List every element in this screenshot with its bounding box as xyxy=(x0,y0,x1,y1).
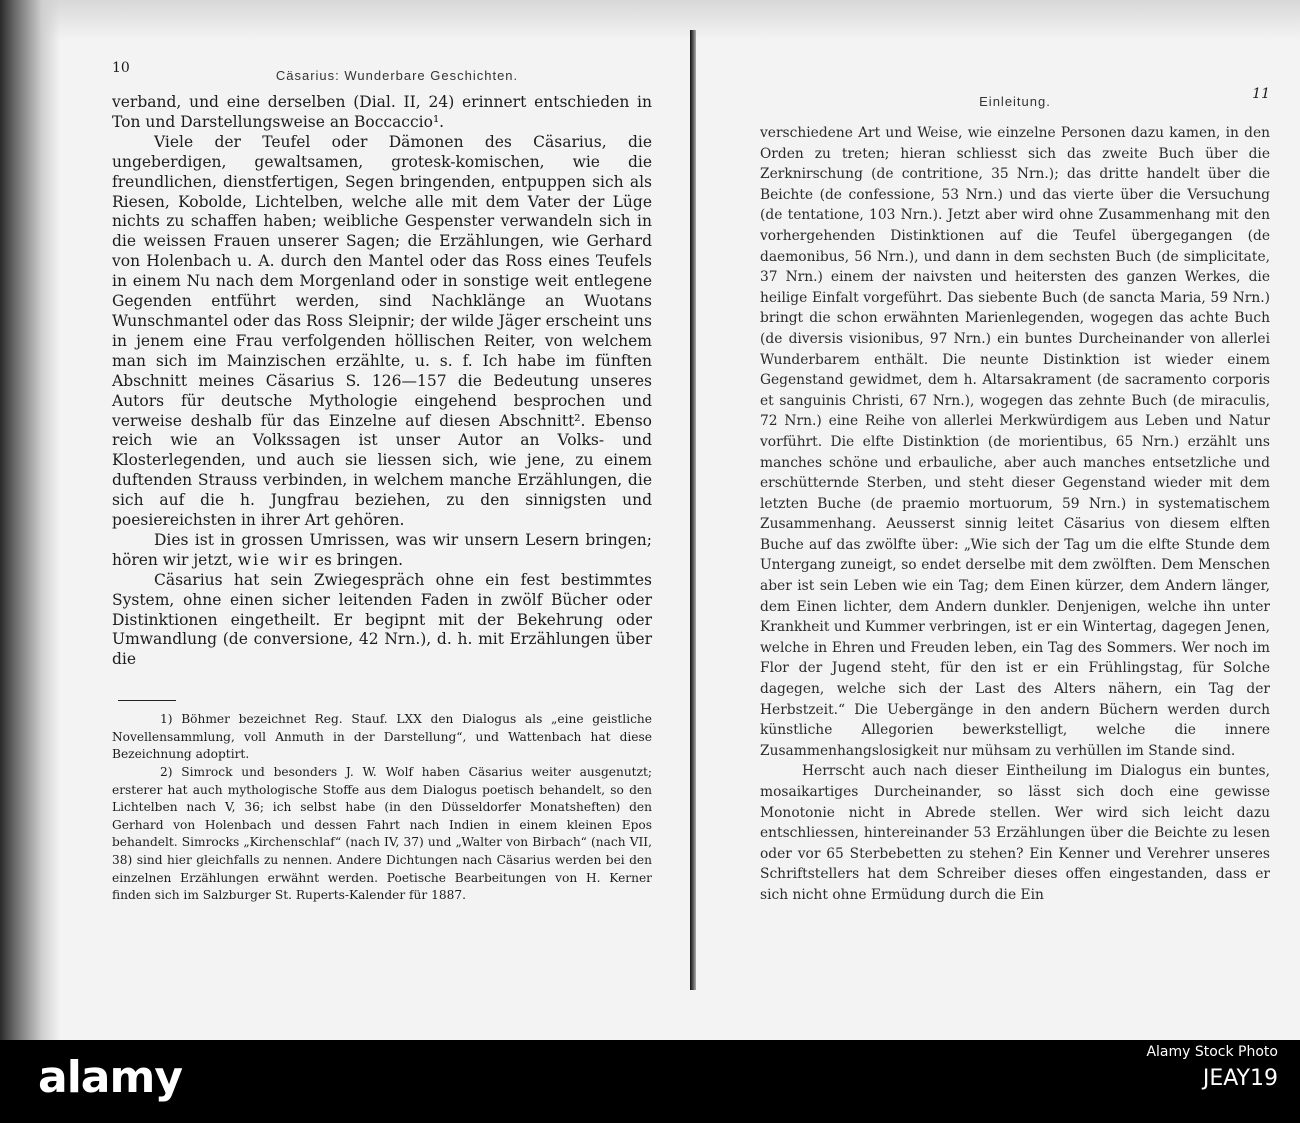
stock-watermark-bar xyxy=(0,1040,1300,1123)
footnote-rule xyxy=(118,700,176,701)
stock-label: Alamy Stock Photo xyxy=(1146,1044,1278,1060)
paragraph: Herrscht auch nach dieser Eintheilung im Dialogus ein buntes, mosaikartiges Durcheinander, so lässt sich doch eine gewisse Monotonie nicht in Abrede stellen. Wer wird sich leicht dazu entschliessen, hintereinander 53 Erzählungen über die Beichte zu lesen oder vor 65 Sterbebetten zu stehen? Ein Kenner und Verehrer unseres Schriftstellers hat dem Schreiber dieses offen eingestanden, dass er sich nicht ohne Ermüdung durch die Ein xyxy=(760,763,1270,903)
image-id: JEAY19 xyxy=(1202,1066,1278,1091)
alamy-logo xyxy=(38,1052,182,1103)
paragraph: Cäsarius hat sein Zwiegespräch ohne ein fest bestimmtes System, ohne einen sicher leitenden Faden in zwölf Bücher oder Distinktionen eingetheilt. Er begipnt mit der Bekehrung oder Umwandlung (de conversione, 42 Nrn.), d. h. mit Erzählungen über die xyxy=(112,570,652,669)
body-text xyxy=(760,123,1270,906)
paragraph: verschiedene Art und Weise, wie einzelne Personen dazu kamen, in den Orden zu treten; hieran schliesst sich das zweite Buch über die Zerknirschung (de contritione, 35 Nrn.); das dritte handelt über die Beichte (de confessione, 53 Nrn.) und das vierte über die Versuchung (de tentatione, 103 Nrn.). Jetzt aber wird ohne Zusammenhang mit den vorhergehenden Distinktionen auf die Teufel übergegangen (de daemonibus, 56 Nrn.), und dann in dem sechsten Buch (de simplicitate, 37 Nrn.) einem der naivsten und heitersten des ganzen Werkes, die heilige Einfalt vorgeführt. Das siebente Buch (de sancta Maria, 59 Nrn.) bringt die schon erwähnten Marienlegenden, wogegen das achte Buch (de diversis visionibus, 97 Nrn.) ein buntes Durcheinander von allerlei Wunderbarem enthält. Die neunte Distinktion ist wieder einem Gegenstand gewidmet, dem h. Altarsakrament (de sacramento corporis et sanguinis Christi, 67 Nrn.), wogegen das zehnte Buch (de miraculis, 72 Nrn.) eine Reihe von allerlei Merkwürdigem aus Leben und Natur vorführt. Die elfte Distinktion (de morientibus, 65 Nrn.) erzählt uns manches schöne und erbauliche, aber auch manches entsetzliche und erschütternde Sterben, und steht dieser Gegenstand wieder mit dem letzten Buche (de praemio mortuorum, 59 Nrn.) in systematischem Zusammenhang. Aeusserst sinnig leitet Cäsarius von diesem elften Buche auf das zwölfte über: „Wie sich der Tag um die elfte Stunde dem Untergang zuneigt, so endet derselbe mit dem zwölften. Dem Menschen aber ist sein Leben wie ein Tag; dem Einen kürzer, dem Andern länger, dem Einen lichter, dem Andern dunkler. Denjenigen, welche ihn unter Krankheit und Kummer verbringen, ist er ein Wintertag, dagegen Jenen, welche in Ehren und Freuden leben, ein Tag des Sommers. Wer noch im Flor der Jugend steht, für den ist er ein Frühlingstag, für Solche dagegen, welche sich der Last des Alters nähern, ein Tag der Herbstzeit.“ Die Uebergänge in den andern Büchern werden durch künstliche Allegorien bewerkstelligt, welche die innere Zusammenhangslosigkeit nur mühsam zu verhüllen im Stande sind. xyxy=(760,125,1270,759)
text-run: Dies ist in grossen Umrissen, was wir unsern Lesern bringen; hören wir jetzt, xyxy=(112,530,652,569)
footnotes xyxy=(112,711,652,905)
left-page xyxy=(112,56,652,905)
logo-text: alamy xyxy=(38,1052,182,1103)
paragraph xyxy=(112,531,652,571)
footnote: 2) Simrock und besonders J. W. Wolf haben Cäsarius weiter ausgenutzt; ersterer hat auch mythologische Stoffe aus dem Dialogus poetisch behandelt, so den Lichtelben nach V, 36; ich selbst habe (in den Düsseldorfer Monatsheften) den Gerhard von Holenbach und dessen Fahrt nach Indien in einem kleinen Epos behandelt. Simrocks „Kirchenschlaf“ (nach IV, 37) und „Walter von Birbach“ (nach VII, 38) sind hier gleichfalls zu nennen. Andere Dichtungen nach Cäsarius werden bei den einzelnen Erzählungen erwähnt werden. Poetische Bearbeitungen von H. Kerner finden sich im Salzburger St. Ruperts-Kalender für 1887. xyxy=(112,765,652,903)
running-head: Cäsarius: Wunderbare Geschichten. xyxy=(275,68,519,83)
stock-id xyxy=(1146,1044,1278,1091)
text-run: es bringen. xyxy=(309,550,404,569)
paragraph: verband, und eine derselben (Dial. II, 24) erinnert entschieden in Ton und Darstellungsweise an Boccaccio¹. xyxy=(112,93,652,131)
page-number: 11 xyxy=(1252,86,1270,102)
book-spine xyxy=(690,30,696,990)
footnote: 1) Böhmer bezeichnet Reg. Stauf. LXX den Dialogus als „eine geistliche Novellensammlung, voll Anmuth in der Darstellung“, und Wattenbach hat diese Bezeichnung adoptirt. xyxy=(112,712,652,762)
top-shadow xyxy=(0,0,1300,40)
right-page xyxy=(760,84,1270,906)
running-head: Einleitung. xyxy=(979,94,1051,109)
left-edge-shadow xyxy=(0,0,60,1040)
spaced-emphasis: wie wir xyxy=(237,550,310,569)
body-text xyxy=(112,93,652,670)
paragraph: Viele der Teufel oder Dämonen des Cäsarius, die ungeberdigen, gewaltsamen, grotesk-komischen, wie die freundlichen, dienstfertigen, Segen bringenden, entpuppen sich als Riesen, Kobolde, Lichtelben, welche alle mit dem Vater der Lüge nichts zu schaffen haben; weibliche Gespenster verwandeln sich in die weissen Frauen unserer Sagen; die Erzählungen, wie Gerhard von Holenbach u. A. durch den Mantel oder das Ross eines Teufels in einem Nu nach dem Morgenland oder in sonstige weit entlegene Gegenden entführt werden, sind Nachklänge an Wuotans Wunschmantel oder das Ross Sleipnir; der wilde Jäger erscheint uns in jenem eine Frau verfolgenden höllischen Reiter, von welchem man sich im Mainzischen erzählte, u. s. f. Ich habe im fünften Abschnitt meines Cäsarius S. 126—157 die Bedeutung unseres Autors für deutsche Mythologie eingehend besprochen und verweise deshalb für das Einzelne auf diesen Abschnitt². Ebenso reich wie an Volkssagen ist unser Autor an Volks- und Klosterlegenden, und auch sie liessen sich, wie jene, zu einem duftenden Strauss verbinden, in welchem manche Erzählungen, die sich auf die h. Jungfrau beziehen, zu den sinnigsten und poesiereichsten in ihrer Art gehören. xyxy=(112,132,652,530)
page-number: 10 xyxy=(112,60,130,76)
